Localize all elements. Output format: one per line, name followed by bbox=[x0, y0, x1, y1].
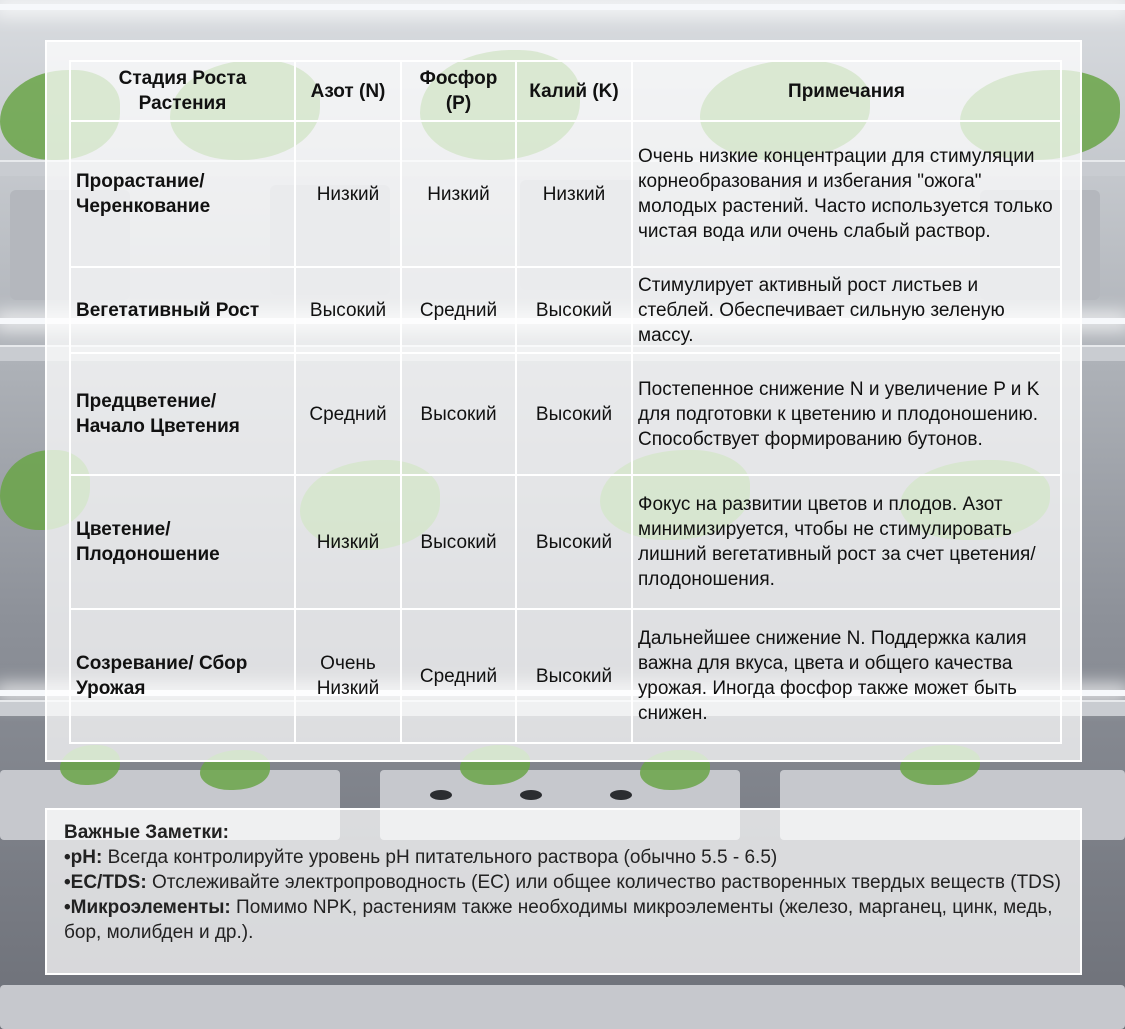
note-label: pH: bbox=[70, 847, 103, 868]
note-cell: Постепенное снижение N и увеличение P и K для подготовки к цветению и плодоношению. Способствует формированию бутонов. bbox=[632, 353, 1061, 475]
phosphorus-cell: Средний bbox=[401, 609, 516, 743]
potassium-cell: Низкий bbox=[516, 121, 632, 267]
potassium-cell: Высокий bbox=[516, 267, 632, 353]
table-header-row bbox=[70, 61, 1061, 121]
nitrogen-cell: Низкий bbox=[295, 121, 401, 267]
potassium-cell: Высокий bbox=[516, 475, 632, 609]
note-item-ec-tds bbox=[64, 870, 1063, 895]
column-header-notes: Примечания bbox=[632, 61, 1061, 121]
nitrogen-cell: Низкий bbox=[295, 475, 401, 609]
tray-hole bbox=[520, 790, 542, 800]
phosphorus-cell: Средний bbox=[401, 267, 516, 353]
table-row bbox=[70, 609, 1061, 743]
stage-cell: Цветение/ Плодоношение bbox=[70, 475, 295, 609]
phosphorus-cell: Высокий bbox=[401, 475, 516, 609]
column-header-potassium: Калий (K) bbox=[516, 61, 632, 121]
nutrient-table bbox=[69, 60, 1062, 744]
phosphorus-cell: Высокий bbox=[401, 353, 516, 475]
bullet: • bbox=[64, 872, 71, 893]
column-header-nitrogen: Азот (N) bbox=[295, 61, 401, 121]
note-cell: Стимулирует активный рост листьев и стеблей. Обеспечивает сильную зеленую массу. bbox=[632, 267, 1061, 353]
note-label: EC/TDS: bbox=[70, 872, 147, 893]
potassium-cell: Высокий bbox=[516, 353, 632, 475]
tray-hole bbox=[610, 790, 632, 800]
note-text: Помимо NPK, растениям также необходимы микроэлементы (железо, марганец, цинк, медь, бор, молибден и др.). bbox=[64, 897, 1053, 943]
notes-title: Важные Заметки: bbox=[64, 822, 229, 843]
nitrogen-cell: Средний bbox=[295, 353, 401, 475]
table-row bbox=[70, 475, 1061, 609]
nitrogen-cell: Очень Низкий bbox=[295, 609, 401, 743]
tray-hole bbox=[430, 790, 452, 800]
note-item-micro bbox=[64, 895, 1063, 945]
note-text: Всегда контролируйте уровень pH питательного раствора (обычно 5.5 - 6.5) bbox=[107, 847, 778, 868]
note-cell: Фокус на развитии цветов и плодов. Азот минимизируется, чтобы не стимулировать лишний вегетативный рост за счет цветения/плодоношения. bbox=[632, 475, 1061, 609]
note-item-ph bbox=[64, 845, 1063, 870]
table-panel bbox=[45, 40, 1082, 762]
note-cell: Дальнейшее снижение N. Поддержка калия важна для вкуса, цвета и общего качества урожая. Иногда фосфор также может быть снижен. bbox=[632, 609, 1061, 743]
table-row bbox=[70, 267, 1061, 353]
phosphorus-cell: Низкий bbox=[401, 121, 516, 267]
note-cell: Очень низкие концентрации для стимуляции корнеобразования и избегания "ожога" молодых растений. Часто используется только чистая вода или очень слабый раствор. bbox=[632, 121, 1061, 267]
note-text: Отслеживайте электропроводность (EC) или общее количество растворенных твердых веществ (TDS) bbox=[151, 872, 1061, 893]
stage-cell: Прорастание/ Черенкование bbox=[70, 121, 295, 267]
stage-cell: Предцветение/ Начало Цветения bbox=[70, 353, 295, 475]
grow-light bbox=[0, 4, 1125, 10]
table-row bbox=[70, 121, 1061, 267]
stage-cell: Вегетативный Рост bbox=[70, 267, 295, 353]
note-label: Микроэлементы: bbox=[70, 897, 231, 918]
table-row bbox=[70, 353, 1061, 475]
potassium-cell: Высокий bbox=[516, 609, 632, 743]
column-header-phosphorus: Фосфор (P) bbox=[401, 61, 516, 121]
nitrogen-cell: Высокий bbox=[295, 267, 401, 353]
bullet: • bbox=[64, 897, 71, 918]
grow-tray bbox=[0, 985, 1125, 1029]
stage-cell: Созревание/ Сбор Урожая bbox=[70, 609, 295, 743]
column-header-stage: Стадия Роста Растения bbox=[70, 61, 295, 121]
notes-panel bbox=[45, 808, 1082, 975]
bullet: • bbox=[64, 847, 71, 868]
